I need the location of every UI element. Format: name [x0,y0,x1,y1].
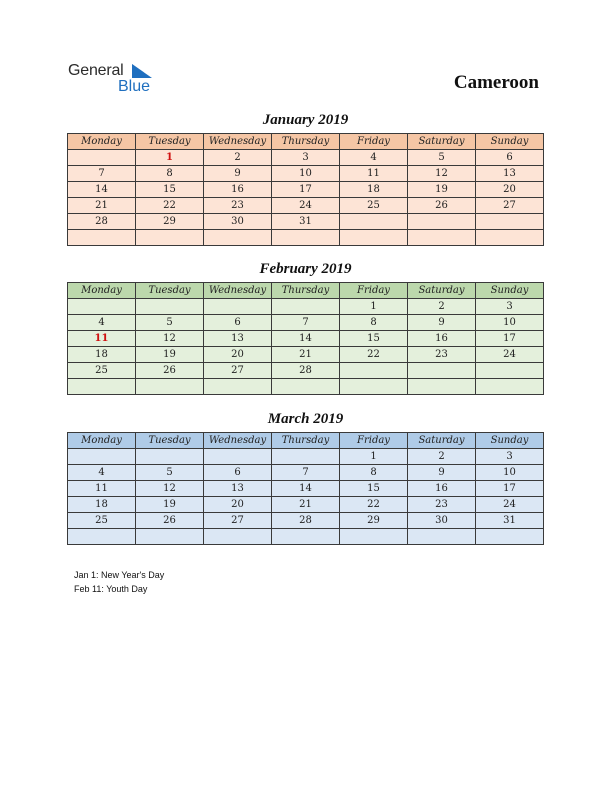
day-cell: 4 [68,465,136,481]
day-cell: 19 [408,182,476,198]
empty-day-cell [476,214,544,230]
day-cell: 11 [68,331,136,347]
weekday-header: Monday [68,134,136,150]
day-cell: 7 [68,166,136,182]
day-cell: 22 [340,497,408,513]
empty-day-cell [476,529,544,545]
day-cell: 29 [340,513,408,529]
weekday-header: Thursday [272,433,340,449]
empty-day-cell [272,449,340,465]
week-row [68,230,544,246]
day-cell: 26 [136,363,204,379]
day-cell: 1 [340,449,408,465]
empty-day-cell [68,449,136,465]
empty-day-cell [476,363,544,379]
day-cell: 20 [476,182,544,198]
day-cell: 24 [272,198,340,214]
day-cell: 3 [476,299,544,315]
weekday-header: Thursday [272,283,340,299]
weekday-header: Tuesday [136,433,204,449]
weekday-header: Sunday [476,134,544,150]
week-row [68,481,544,497]
day-cell: 19 [136,347,204,363]
day-cell: 22 [136,198,204,214]
day-cell: 23 [408,347,476,363]
week-row [68,363,544,379]
day-cell: 22 [340,347,408,363]
day-cell: 26 [408,198,476,214]
weekday-header: Friday [340,283,408,299]
day-cell: 30 [204,214,272,230]
weekday-header: Saturday [408,433,476,449]
day-cell: 26 [136,513,204,529]
weekday-header: Monday [68,433,136,449]
day-cell: 7 [272,315,340,331]
week-row [68,529,544,545]
day-cell: 5 [136,465,204,481]
weekday-header: Tuesday [136,283,204,299]
day-cell: 8 [340,465,408,481]
day-cell: 2 [408,299,476,315]
day-cell: 25 [68,513,136,529]
empty-day-cell [204,379,272,395]
day-cell: 5 [408,150,476,166]
weekday-header: Monday [68,283,136,299]
empty-day-cell [408,379,476,395]
day-cell: 3 [476,449,544,465]
day-cell: 28 [68,214,136,230]
day-cell: 7 [272,465,340,481]
empty-day-cell [340,379,408,395]
day-cell: 15 [136,182,204,198]
day-cell: 15 [340,331,408,347]
weekday-header: Wednesday [204,283,272,299]
empty-day-cell [272,379,340,395]
calendar-march [67,432,544,545]
empty-day-cell [340,214,408,230]
empty-day-cell [68,150,136,166]
week-row [68,150,544,166]
day-cell: 12 [136,331,204,347]
day-cell: 24 [476,497,544,513]
week-row [68,182,544,198]
day-cell: 31 [272,214,340,230]
day-cell: 14 [68,182,136,198]
day-cell: 14 [272,331,340,347]
day-cell: 28 [272,363,340,379]
day-cell: 25 [340,198,408,214]
empty-day-cell [272,299,340,315]
empty-day-cell [272,230,340,246]
empty-day-cell [136,379,204,395]
day-cell: 17 [272,182,340,198]
empty-day-cell [136,529,204,545]
day-cell: 18 [68,497,136,513]
logo-flag-icon [132,64,152,78]
weekday-header-row [68,433,544,449]
week-row [68,379,544,395]
weekday-header: Friday [340,134,408,150]
empty-day-cell [204,529,272,545]
week-row [68,449,544,465]
day-cell: 10 [476,465,544,481]
empty-day-cell [476,230,544,246]
day-cell: 21 [272,347,340,363]
empty-day-cell [68,529,136,545]
day-cell: 3 [272,150,340,166]
day-cell: 20 [204,497,272,513]
weekday-header: Thursday [272,134,340,150]
day-cell: 28 [272,513,340,529]
day-cell: 24 [476,347,544,363]
day-cell: 27 [204,363,272,379]
day-cell: 4 [68,315,136,331]
weekday-header-row [68,283,544,299]
week-row [68,513,544,529]
weekday-header-row [68,134,544,150]
empty-day-cell [204,230,272,246]
day-cell: 12 [136,481,204,497]
day-cell: 18 [68,347,136,363]
empty-day-cell [476,379,544,395]
day-cell: 18 [340,182,408,198]
weekday-header: Wednesday [204,134,272,150]
holiday-note: Jan 1: New Year's Day [74,570,165,580]
day-cell: 16 [408,481,476,497]
month-title-february: February 2019 [259,261,352,277]
week-row [68,465,544,481]
day-cell: 27 [204,513,272,529]
logo-text-blue: Blue [118,78,151,95]
week-row [68,331,544,347]
weekday-header: Tuesday [136,134,204,150]
empty-day-cell [204,299,272,315]
weekday-header: Friday [340,433,408,449]
calendar-body [68,150,544,246]
generalblue-logo [68,62,178,96]
month-title-march: March 2019 [267,411,344,427]
day-cell: 21 [272,497,340,513]
empty-day-cell [136,449,204,465]
day-cell: 6 [204,315,272,331]
week-row [68,214,544,230]
weekday-header: Wednesday [204,433,272,449]
empty-day-cell [340,529,408,545]
day-cell: 11 [340,166,408,182]
week-row [68,166,544,182]
weekday-header: Sunday [476,283,544,299]
day-cell: 13 [204,481,272,497]
empty-day-cell [68,299,136,315]
week-row [68,347,544,363]
empty-day-cell [136,299,204,315]
day-cell: 9 [408,315,476,331]
day-cell: 8 [136,166,204,182]
calendar-january [67,133,544,246]
day-cell: 17 [476,331,544,347]
day-cell: 6 [476,150,544,166]
day-cell: 15 [340,481,408,497]
day-cell: 6 [204,465,272,481]
day-cell: 2 [204,150,272,166]
empty-day-cell [408,214,476,230]
weekday-header: Sunday [476,433,544,449]
day-cell: 14 [272,481,340,497]
empty-day-cell [272,529,340,545]
month-title-january: January 2019 [262,112,349,128]
day-cell: 16 [408,331,476,347]
day-cell: 9 [204,166,272,182]
day-cell: 25 [68,363,136,379]
day-cell: 17 [476,481,544,497]
day-cell: 10 [476,315,544,331]
day-cell: 19 [136,497,204,513]
day-cell: 21 [68,198,136,214]
day-cell: 10 [272,166,340,182]
week-row [68,497,544,513]
empty-day-cell [408,529,476,545]
day-cell: 8 [340,315,408,331]
empty-day-cell [408,363,476,379]
day-cell: 11 [68,481,136,497]
empty-day-cell [136,230,204,246]
calendar-body [68,449,544,545]
day-cell: 29 [136,214,204,230]
week-row [68,198,544,214]
calendar-body [68,299,544,395]
day-cell: 31 [476,513,544,529]
empty-day-cell [68,379,136,395]
day-cell: 1 [340,299,408,315]
day-cell: 23 [204,198,272,214]
weekday-header: Saturday [408,283,476,299]
country-title: Cameroon [453,72,539,93]
day-cell: 13 [204,331,272,347]
day-cell: 23 [408,497,476,513]
empty-day-cell [340,363,408,379]
day-cell: 2 [408,449,476,465]
empty-day-cell [340,230,408,246]
day-cell: 30 [408,513,476,529]
empty-day-cell [408,230,476,246]
day-cell: 27 [476,198,544,214]
weekday-header: Saturday [408,134,476,150]
day-cell: 12 [408,166,476,182]
day-cell: 4 [340,150,408,166]
day-cell: 5 [136,315,204,331]
week-row [68,315,544,331]
day-cell: 1 [136,150,204,166]
empty-day-cell [204,449,272,465]
day-cell: 9 [408,465,476,481]
week-row [68,299,544,315]
logo-text-general: General [68,62,124,79]
day-cell: 16 [204,182,272,198]
day-cell: 13 [476,166,544,182]
holiday-notes [74,568,164,596]
holiday-note: Feb 11: Youth Day [74,584,148,594]
day-cell: 20 [204,347,272,363]
calendar-february [67,282,544,395]
empty-day-cell [68,230,136,246]
